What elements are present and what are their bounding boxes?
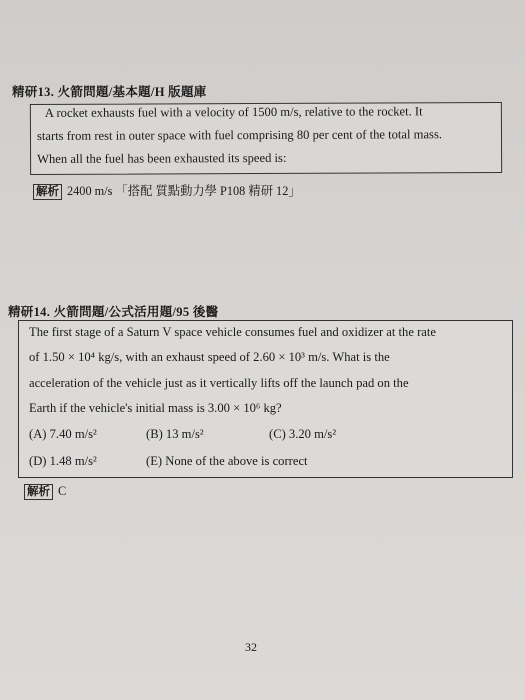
q14-line-2: of 1.50 × 10⁴ kg/s, with an exhaust speed of 2.60 × 10³ m/s. What is the (29, 350, 390, 364)
q13-line-3: When all the fuel has been exhausted its speed is: (37, 150, 287, 166)
page-number: 32 (245, 640, 257, 654)
q14-line-3: acceleration of the vehicle just as it vertically lifts off the launch pad on the (29, 376, 409, 390)
q14-option-d: (D) 1.48 m/s² (29, 454, 97, 468)
q14-question-box (18, 320, 513, 478)
q14-option-b: (B) 13 m/s² (146, 427, 204, 441)
solution-tag: 解析 (24, 484, 53, 500)
q14-line-1: The first stage of a Saturn V space vehicle consumes fuel and oxidizer at the rate (29, 325, 436, 339)
solution-tag: 解析 (33, 184, 62, 200)
q14-option-c: (C) 3.20 m/s² (269, 427, 337, 441)
q14-line-4: Earth if the vehicle's initial mass is 3.00 × 10⁶ kg? (29, 401, 282, 415)
q14-options-row-1 (29, 427, 336, 442)
q14-title: 精研14. 火箭問題/公式活用題/95 後醫 (8, 305, 219, 319)
q14-option-e: (E) None of the above is correct (146, 454, 308, 468)
q14-option-a: (A) 7.40 m/s² (29, 427, 97, 441)
q13-line-1: A rocket exhausts fuel with a velocity of 1500 m/s, relative to the rocket. It (44, 104, 423, 120)
q13-line-2: starts from rest in outer space with fuel comprising 80 per cent of the total mass. (36, 127, 443, 143)
q13-question-box (30, 102, 502, 175)
q13-solution-text: 2400 m/s 「搭配 質點動力學 P108 精研 12」 (67, 184, 301, 198)
q14-solution (24, 484, 66, 500)
q13-solution (33, 181, 301, 200)
q13-title: 精研13. 火箭問題/基本題/H 版題庫 (12, 85, 207, 99)
q14-solution-text: C (58, 484, 67, 498)
q14-options-row-2 (29, 454, 308, 469)
